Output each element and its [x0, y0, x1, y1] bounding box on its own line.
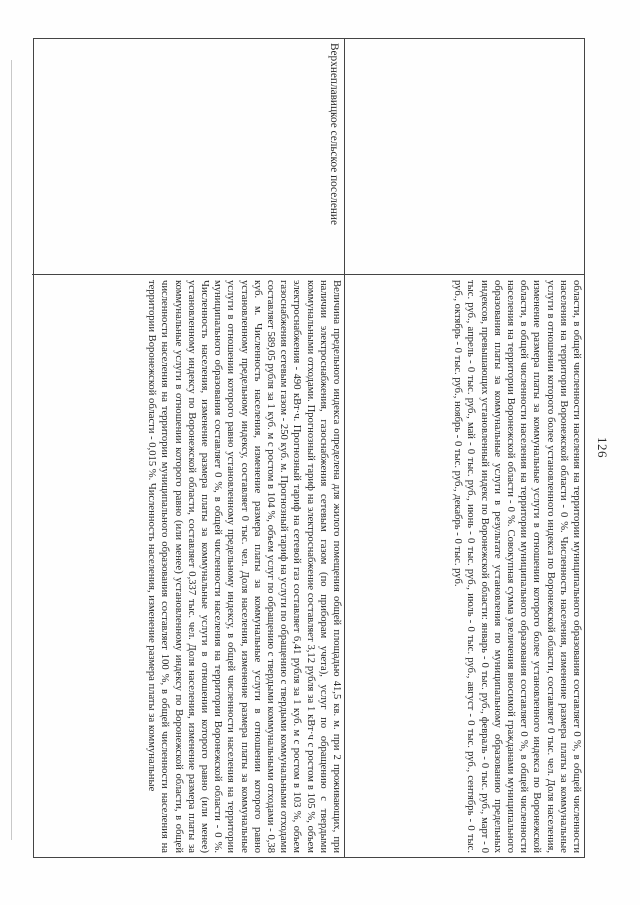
page-number: 126	[595, 437, 610, 458]
index-description-cell: области, в общей численности населения на территории муниципального образования составляет 0 %, в общей численности населения на территории Воронежской области - 0 %. Численность населения, изменение размера платы за коммунальные услуги в отношении которого более установленного индекса по Воронежской области, составляет 0 тыс. чел. Доля населения, изменение размера платы за коммунальные услуги в отношении которого более установленного индекса по Воронежской области, в общей численности населения на территории муниципального образования составляет 0 %, в общей численности населения на территории Воронежской области - 0 %. Совокупная сумма увеличения вносимой гражданами муниципального образования платы за коммунальные услуги в результате установления по муниципальному образованию предельных индексов, превышающих установленный индекс по Воронежской области: январь - 0 тыс. руб., февраль - 0 тыс. руб., март - 0 тыс. руб., апрель - 0 тыс. руб., май - 0 тыс. руб., июнь - 0 тыс. руб., июль - 0 тыс. руб., август - 0 тыс. руб., сентябрь - 0 тыс. руб., октябрь - 0 тыс. руб., ноябрь - 0 тыс. руб., декабрь - 0 тыс. руб.	[452, 280, 582, 853]
table-row	[344, 39, 584, 857]
municipality-name-cell: Верхнеплавицкое сельское поселение	[328, 43, 340, 225]
column-divider	[345, 274, 584, 275]
index-description-cell: Величина предельного индекса определена для жилого помещения общей площадью 41,5 кв. м. при 2 проживающих, при наличии электроснабжения, газоснабжения сетевым газом (по приборам учета), услуг по обращению с твердыми коммунальными отходами. Прогнозный тариф на электроснабжение составляет 3,12 рубля за 1 кВт·ч с ростом в 105 %, объем электроснабжения - 490 кВт·ч. Прогнозный тариф на сетевой газ составляет 6,41 рубля за 1 куб. м с ростом в 103 %, объем газоснабжения сетевым газом - 250 куб. м. Прогнозный тариф на услуги по обращению с твердыми коммунальными отходами составляет 589,05 рубля за 1 куб. м с ростом в 104 %, объем услуг по обращению с твердыми коммунальными отходами - 0,38 куб. м. Численность населения, изменение размера платы за коммунальные услуги в отношении которого равно установленному предельному индексу, составляет 0 тыс. чел. Доля населения, изменение размера платы за коммунальные услуги в отношении которого равно установленному предельному индексу, в общей численности населения на территории муниципального образования составляет 0 %, в общей численности населения на территории Воронежской области - 0 %. Численность населения, изменение размера платы за коммунальные услуги в отношении которого равно (или менее) установленному индексу по Воронежской области, составляет 0,337 тыс. чел. Доля населения, изменение размера платы за коммунальные услуги в отношении которого равно (или менее) установленному индексу по Воронежской области, в общей численности населения на территории муниципального образования составляет 100 %, в общей численности населения на территории Воронежской области - 0,015 %. Численность населения, изменение размера платы за коммунальные	[146, 280, 342, 853]
table-row	[32, 39, 344, 857]
scan-artifact-line	[11, 60, 12, 840]
column-divider	[32, 274, 344, 275]
tariff-index-table	[33, 38, 585, 858]
